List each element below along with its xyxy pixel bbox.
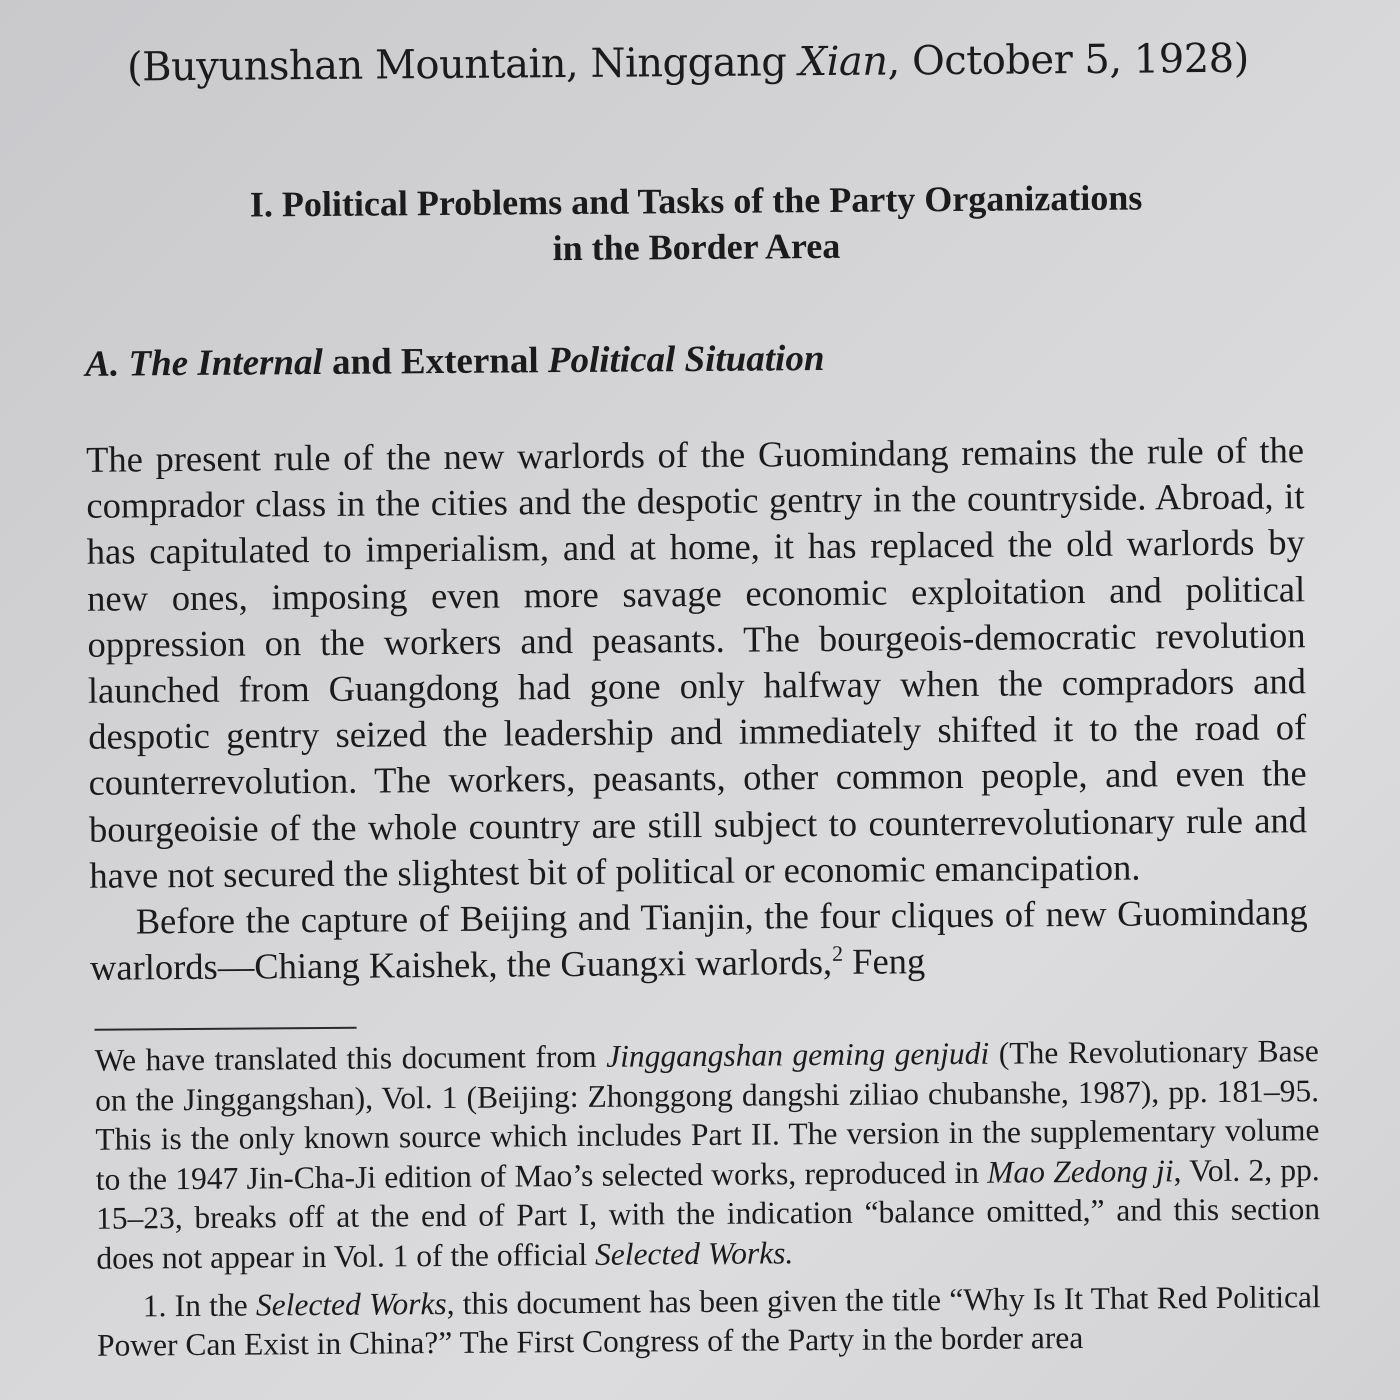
section-heading-line2: in the Border Area [552, 225, 841, 269]
footnote-source [95, 1031, 1321, 1278]
footnote-source-text-e: , Vol. 2, pp. 15–23, breaks off at the end of Part I, with the indication “balance omitted,” and this section does not appear in Vol. 1 of the official [95, 1151, 1321, 1276]
footnote-source-text-c: (The Revolutionary Base on the Jinggangshan), Vol. 1 (Beijing: Zhonggong dangshi ziliao chubanshe, 1987), pp. 181–95. This is the only known source which includes Part II. The version in the supplementary volume to the 1947 Jin-Cha-Ji edition of Mao’s selected works, reproduced in [94, 1033, 1320, 1197]
place-date-line [127, 36, 1249, 91]
section-heading-line1: I. Political Problems and Tasks of the Party Organizations [249, 177, 1143, 225]
body-paragraph-2-tail: Feng [842, 940, 926, 983]
body-paragraph-2 [90, 889, 1309, 991]
place-date-open: (Buyunshan Mountain, Ninggang [126, 39, 799, 91]
footnote-1-text-c: , this document has been given the title “Why Is It That Red Political Power Can Exist in China?” The First Congress of the Party in the border area [96, 1278, 1321, 1363]
footnote-1-text-a: 1. In the [142, 1287, 257, 1323]
body-paragraph-1: The present rule of the new warlords of the Guomindang remains the rule of the comprador class in the cities and the despotic gentry in the countryside. Abroad, it has capitulated to imperialism, and at home, it has replaced the old warlords by new ones, imposing even more savage economic exploitation and political oppression on the workers and peasants. The bourgeois-democratic revolution launched from Guangdong had gone only halfway when the compradors and despotic gentry seized the leadership and immediately shifted it to the road of counterrevolution. The workers, peasants, other common people, and even the bourgeoisie of the whole country are still subject to counterrevolutionary rule and have not secured the slightest bit of political or economic emancipation. [85, 429, 1308, 896]
place-date-close: , October 5, 1928) [887, 35, 1249, 85]
subsection-heading-part3: Political Situation [547, 338, 825, 382]
subsection-heading-part1: A. The Internal [85, 341, 323, 385]
footnote-source-mao-ji: Mao Zedong ji [987, 1153, 1174, 1190]
body-text [86, 427, 1308, 991]
footnote-1 [97, 1277, 1322, 1366]
footnote-source-selected-works: Selected Works. [594, 1235, 794, 1272]
subsection-heading-part2: and External [322, 340, 549, 383]
footnotes [95, 1031, 1322, 1365]
body-paragraph-2-text: Before the capture of Beijing and Tianjin, the four cliques of new Guomindang warlords—Chiang Kaishek, the Guangxi warlords, [89, 891, 1308, 989]
footnote-divider [95, 1027, 357, 1031]
section-heading [176, 174, 1217, 274]
footnote-source-title: Jinggangshan geming genjudi [606, 1035, 990, 1074]
place-date-italic: Xian [798, 38, 888, 86]
footnote-1-selected-works: Selected Works [255, 1285, 447, 1323]
footnote-reference-2: 2 [831, 940, 844, 967]
subsection-heading [85, 337, 824, 386]
footnote-source-text-a: We have translated this document from [94, 1038, 607, 1078]
